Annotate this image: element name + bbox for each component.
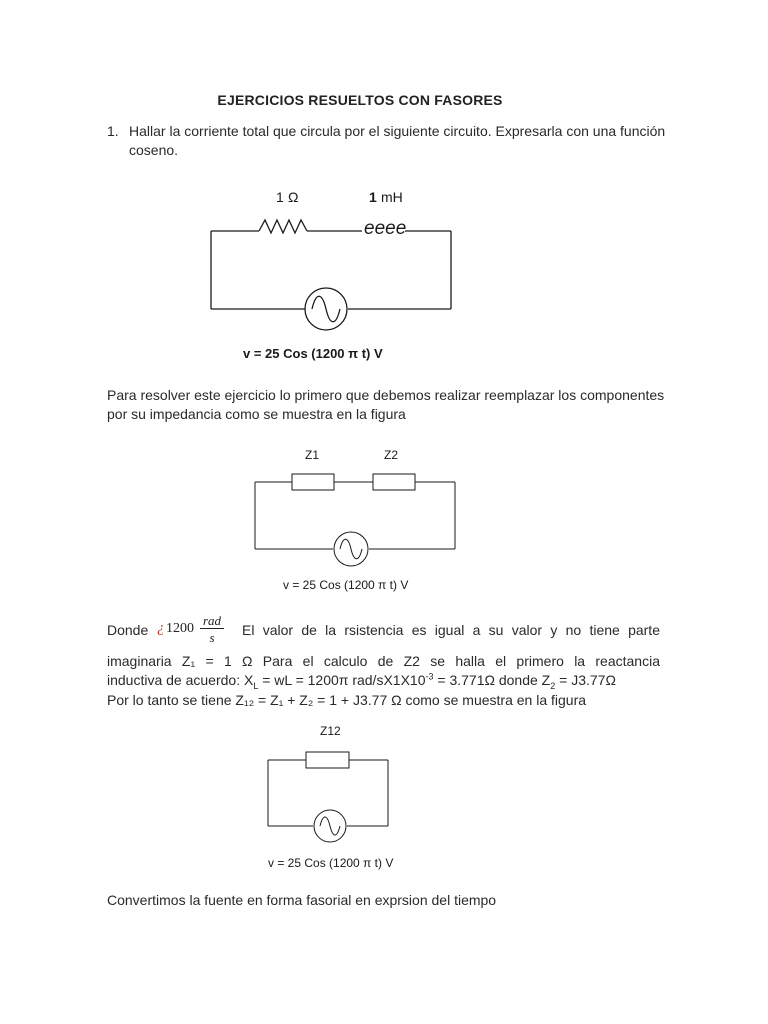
paragraph-2-line-4: Por lo tanto se tiene Z₁₂ = Z₁ + Z₂ = 1 + J3.77 Ω como se muestra en la figura — [107, 692, 587, 708]
paragraph-2-line-3: inductiva de acuerdo: $X_L$ = wL = 1200π rad/$sX1X10^{-3} = 3.771\Omega$ donde $Z_2 = J3.77\Omega$ — [107, 671, 616, 691]
z2-label: Z2 — [384, 448, 399, 462]
source-label-3: v = 25 Cos (1200 π t) V — [268, 856, 394, 870]
item-text: Hallar la corriente total que circula por el siguiente circuito. Expresarla con una función coseno. — [129, 123, 666, 158]
inductor-symbol: eeee — [364, 218, 407, 239]
omega-symbol: ¿ — [157, 620, 165, 636]
inductor-unit: mH — [381, 189, 403, 205]
paragraph-2-line-1: El valor de la rsistencia es igual a su valor y no tiene parte — [242, 622, 660, 638]
paragraph-2-line-2: imaginaria Z₁ = 1 Ω Para el calculo de Z2 se halla el primero la reactancia — [107, 653, 660, 669]
source-label-1: v = 25 Cos (1200 π t) V — [243, 346, 383, 361]
z12-label: Z12 — [320, 724, 341, 738]
resistor-unit: Ω — [288, 189, 299, 205]
omega-value: 1200 — [166, 621, 194, 636]
z12-box — [306, 752, 349, 768]
paragraph-1: Para resolver este ejercicio lo primero que debemos realizar reemplazar los componentes por su impedancia como se muestra en la figura — [107, 387, 665, 422]
source-label-2: v = 25 Cos (1200 π t) V — [283, 578, 409, 592]
fraction-numerator: rad — [200, 613, 224, 629]
z1-label: Z1 — [305, 448, 320, 462]
page-title: EJERCICIOS RESUELTOS CON FASORES — [217, 92, 503, 108]
item-number: 1. — [107, 123, 119, 139]
donde-word: Donde — [107, 622, 149, 638]
paragraph-3: Convertimos la fuente en forma fasorial en exprsion del tiempo — [107, 892, 497, 908]
fraction-denominator: s — [209, 630, 215, 645]
inductor-value: 1 — [369, 189, 377, 205]
resistor-value: 1 — [276, 189, 284, 205]
